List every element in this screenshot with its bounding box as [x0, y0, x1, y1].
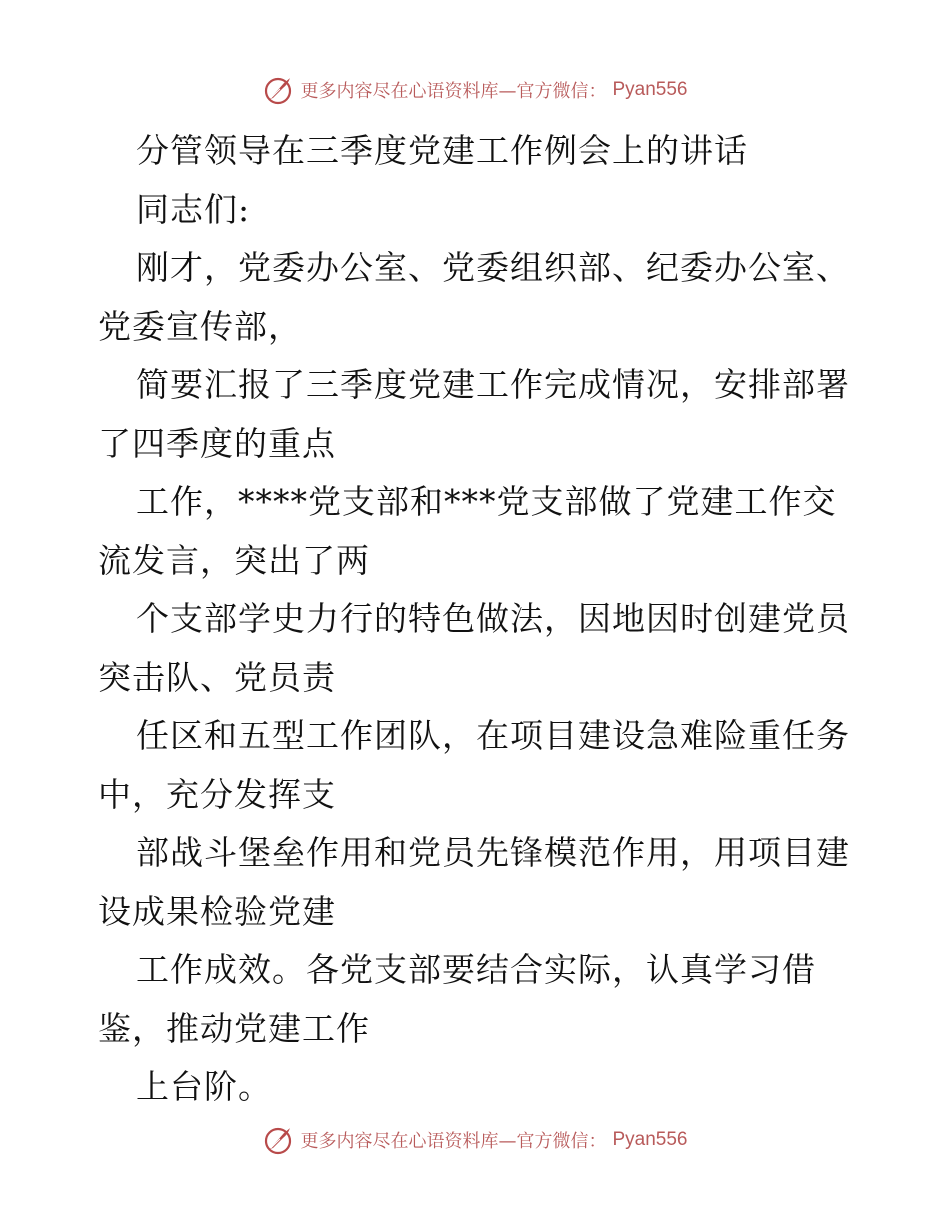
document-body — [98, 122, 858, 1117]
footer-banner — [0, 1120, 950, 1160]
footer-banner-text: 更多内容尽在心语资料库—官方微信： — [300, 1131, 607, 1152]
footer-wechat-id: Pyan556 — [612, 1129, 688, 1150]
text-line: 刚才，党委办公室、党委组织部、纪委办公室、 — [136, 248, 850, 287]
salutation: 同志们: — [136, 189, 251, 229]
text-line: 党委宣传部， — [98, 306, 302, 346]
text-line: 任区和五型工作团队，在项目建设急难险重任务 — [136, 716, 850, 755]
text-line: 个支部学史力行的特色做法，因地因时创建党员 — [136, 599, 850, 638]
paragraph-lines — [98, 239, 858, 1117]
header-wechat-id: Pyan556 — [612, 79, 688, 100]
text-line: 了四季度的重点 — [98, 423, 336, 463]
header-banner — [0, 70, 950, 110]
header-banner-text: 更多内容尽在心语资料库—官方微信： — [300, 81, 607, 102]
text-line: 鉴，推动党建工作 — [98, 1008, 370, 1048]
text-line: 部战斗堡垒作用和党员先锋模范作用，用项目建 — [136, 833, 850, 872]
feather-pen-logo-icon — [262, 1124, 294, 1156]
text-line: 上台阶。 — [136, 1067, 272, 1106]
text-line: 中，充分发挥支 — [98, 774, 336, 814]
text-line: 工作，****党支部和***党支部做了党建工作交 — [136, 482, 837, 521]
document-title: 分管领导在三季度党建工作例会上的讲话 — [136, 131, 748, 170]
text-line: 设成果检验党建 — [98, 891, 336, 931]
text-line: 流发言，突出了两 — [98, 540, 370, 580]
feather-pen-logo-icon — [262, 74, 294, 106]
text-line: 简要汇报了三季度党建工作完成情况，安排部署 — [136, 365, 850, 404]
text-line: 工作成效。各党支部要结合实际，认真学习借 — [136, 950, 816, 989]
text-line: 突击队、党员责 — [98, 657, 336, 697]
